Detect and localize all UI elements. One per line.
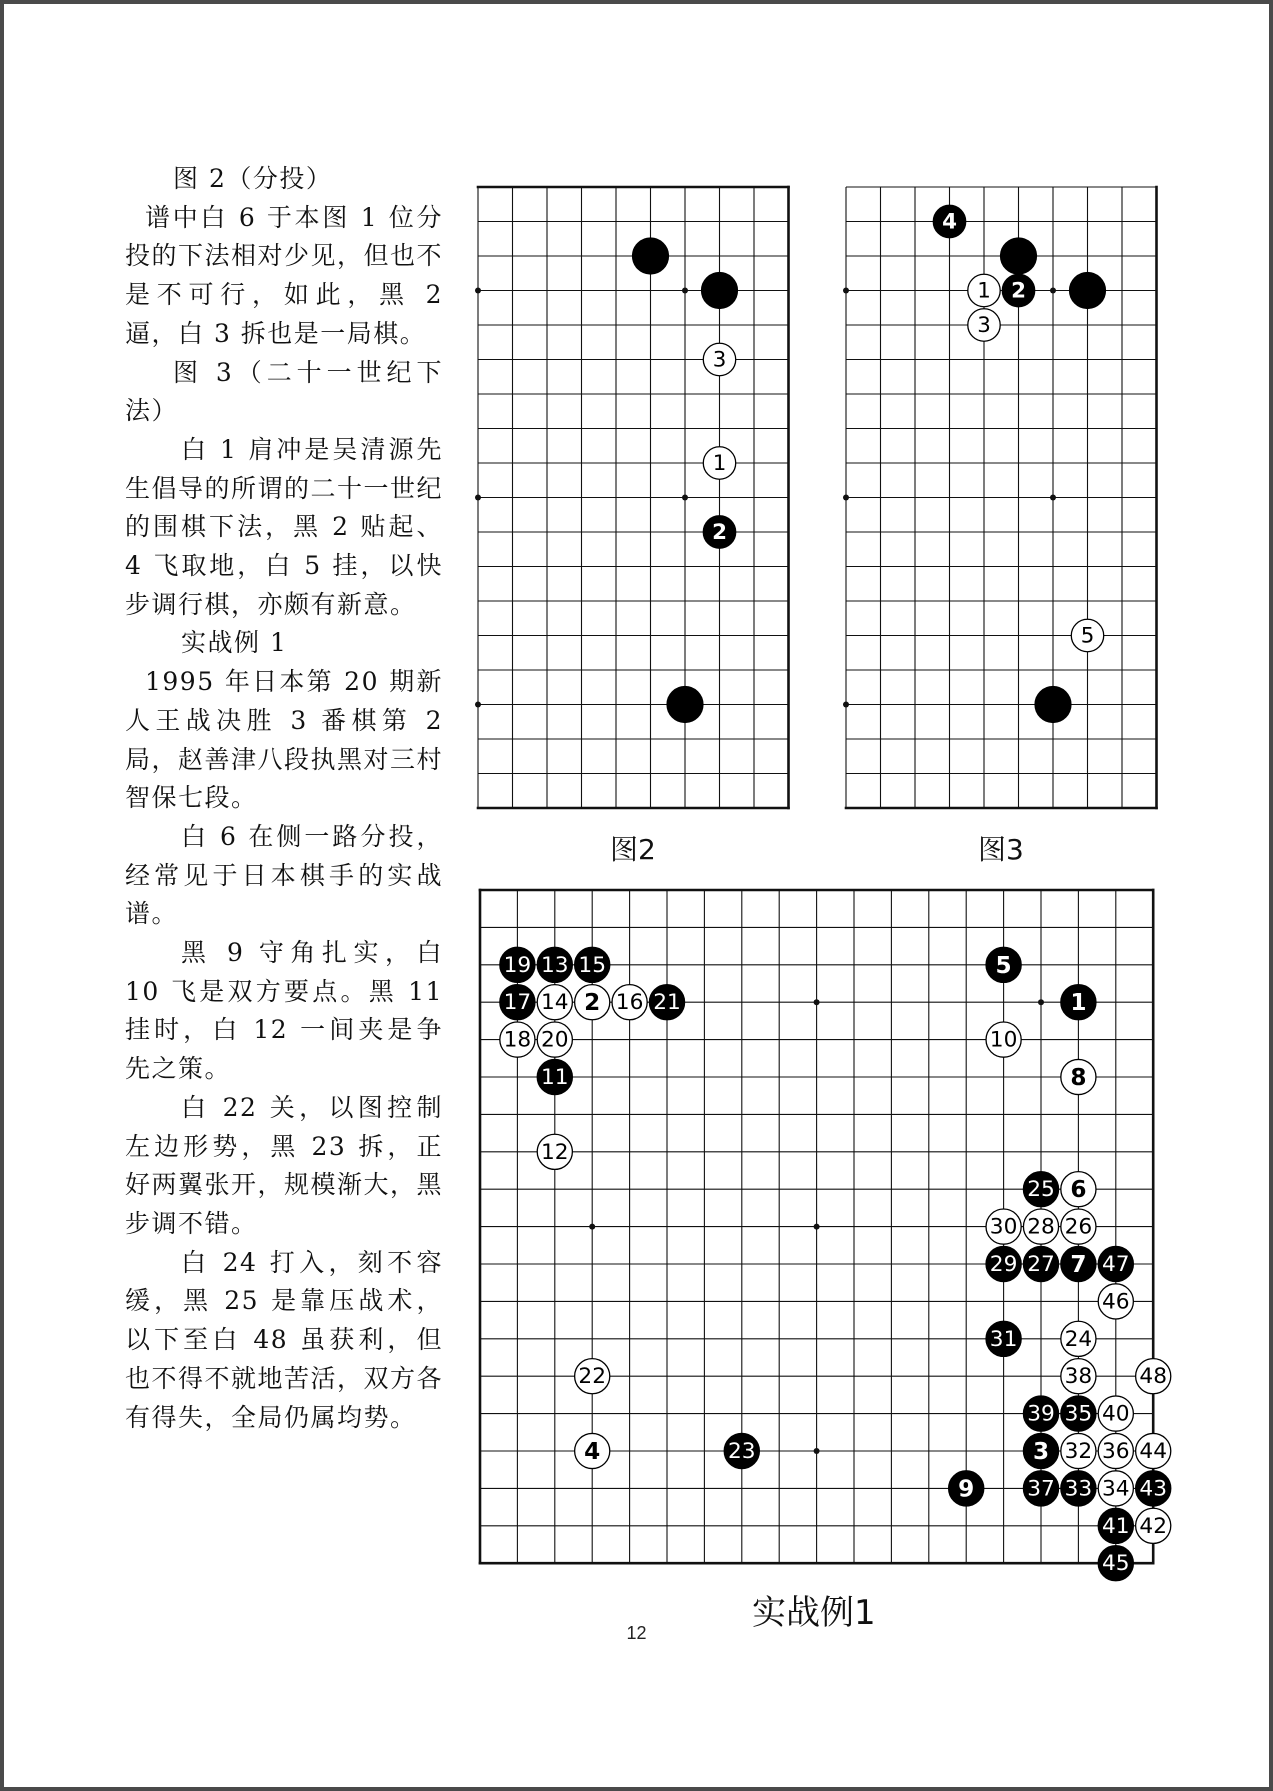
black-stone-19: [500, 947, 535, 982]
black-stone-33: [1061, 1471, 1096, 1506]
stone-label: 23: [727, 1439, 756, 1464]
white-stone-28: [1023, 1209, 1058, 1244]
heading-figure-3: 图 3（二十一世纪下法）: [125, 357, 443, 426]
white-stone-36: [1098, 1433, 1133, 1468]
black-stone-45: [1098, 1546, 1133, 1581]
black-stone: [1035, 687, 1071, 723]
stone-label: 18: [503, 1027, 532, 1053]
stone-label: 13: [540, 952, 569, 978]
white-stone-34: [1098, 1471, 1133, 1506]
stone-label: 8: [1070, 1064, 1087, 1091]
stone-label: 43: [1139, 1476, 1168, 1502]
paragraph-move-24: 白 24 打入，刻不容缓，黑 25 是靠压战术，以下至白 48 虽获利，但也不得不就地苦活，双方各有得失，全局仍属均势。: [125, 1247, 444, 1432]
stone-label: 3: [977, 313, 991, 338]
black-stone-9: [949, 1471, 984, 1506]
stone-disc: [633, 238, 669, 274]
white-stone-2: [575, 985, 610, 1020]
stone-disc: [1035, 687, 1071, 723]
white-stone-46: [1098, 1284, 1133, 1319]
paragraph-move-9: 黑 9 守角扎实，白 10 飞是双方要点。黑 11 挂时，白 12 一间夹是争先之策。: [125, 938, 443, 1084]
black-stone-25: [1023, 1172, 1058, 1207]
black-stone: [1070, 273, 1106, 309]
black-stone-43: [1136, 1471, 1171, 1506]
stone-label: 28: [1027, 1214, 1055, 1240]
white-stone-3: [703, 343, 735, 375]
black-stone-15: [575, 947, 610, 982]
star-point: [475, 288, 481, 294]
stone-label: 24: [1064, 1326, 1093, 1352]
white-stone-14: [537, 985, 572, 1020]
black-stone: [702, 273, 738, 309]
black-stone-37: [1023, 1471, 1058, 1506]
black-stone: [667, 687, 703, 723]
figure-2-caption: 图2: [610, 833, 656, 866]
figure-2-board: [462, 185, 792, 810]
stone-label: 15: [578, 952, 607, 978]
figure-3-board: [830, 185, 1160, 810]
white-stone-12: [537, 1134, 572, 1169]
stone-label: 32: [1064, 1439, 1093, 1464]
stone-disc: [702, 273, 738, 309]
black-stone-7: [1061, 1246, 1096, 1281]
white-stone-30: [986, 1209, 1021, 1244]
heading-figure-2: 图 2（分投）: [173, 164, 333, 193]
paragraph-move-22: 白 22 关，以图控制左边形势，黑 23 拆，正好两翼张开，规模渐大，黑步调不错。: [125, 1092, 444, 1238]
star-point: [814, 999, 820, 1005]
stone-label: 46: [1101, 1289, 1130, 1315]
stone-label: 29: [989, 1252, 1018, 1277]
page-number: 12: [626, 1623, 647, 1643]
stone-label: 34: [1101, 1476, 1130, 1502]
white-stone-8: [1061, 1059, 1096, 1094]
stone-label: 11: [540, 1065, 569, 1090]
stone-label: 48: [1139, 1364, 1168, 1390]
stone-label: 35: [1064, 1401, 1093, 1427]
board-grid: [475, 187, 789, 808]
white-stone-22: [575, 1359, 610, 1394]
stone-label: 2: [1011, 278, 1026, 304]
white-stone-1: [968, 274, 1000, 306]
stone-label: 20: [540, 1027, 569, 1053]
white-stone-48: [1136, 1359, 1171, 1394]
stone-label: 1: [1070, 989, 1087, 1017]
stone-label: 27: [1027, 1252, 1055, 1277]
star-point: [814, 1224, 820, 1230]
stone-label: 36: [1101, 1439, 1130, 1464]
white-stone-42: [1136, 1508, 1171, 1543]
white-stone-24: [1061, 1321, 1096, 1356]
star-point: [589, 1224, 595, 1230]
white-stone-38: [1061, 1359, 1096, 1394]
stone-label: 10: [989, 1027, 1018, 1053]
black-stone-13: [537, 947, 572, 982]
black-stone-17: [500, 985, 535, 1020]
black-stone-3: [1023, 1433, 1058, 1468]
stone-label: 44: [1139, 1439, 1168, 1464]
paragraph-figure-3: 白 1 肩冲是吴清源先生倡导的所谓的二十一世纪的围棋下法，黑 2 贴起、4 飞取地，白 5 挂，以快步调行棋，亦颇有新意。: [125, 434, 444, 619]
black-stone-41: [1098, 1508, 1133, 1543]
commentary-text: [125, 160, 443, 1437]
stone-label: 3: [712, 347, 727, 373]
white-stone-26: [1061, 1209, 1096, 1244]
stone-label: 42: [1139, 1513, 1168, 1539]
stone-disc: [667, 687, 703, 723]
stone-label: 41: [1101, 1513, 1130, 1539]
star-point: [475, 495, 481, 501]
stone-label: 4: [942, 209, 957, 235]
white-stone-1: [703, 447, 735, 479]
stone-label: 31: [989, 1326, 1018, 1352]
stone-label: 37: [1027, 1476, 1055, 1502]
black-stone-2: [703, 516, 735, 548]
white-stone-16: [612, 985, 647, 1020]
white-stone-6: [1061, 1172, 1096, 1207]
black-stone: [1001, 238, 1037, 274]
star-point: [682, 288, 688, 294]
black-stone-35: [1061, 1396, 1096, 1431]
black-stone-1: [1061, 985, 1096, 1020]
stone-label: 7: [1070, 1251, 1087, 1278]
figure-3-caption: 图3: [978, 833, 1024, 866]
stone-label: 2: [712, 520, 727, 545]
star-point: [843, 702, 849, 708]
white-stone-3: [968, 309, 1000, 341]
stone-label: 5: [995, 951, 1012, 979]
paragraph-game-info: 1995 年日本第 20 期新人王战决胜 3 番棋第 2 局，赵善津八段执黑对三村智保七段。: [125, 667, 444, 813]
stone-label: 26: [1064, 1214, 1093, 1240]
white-stone-40: [1098, 1396, 1133, 1431]
star-point: [814, 1448, 820, 1454]
white-stone-5: [1071, 619, 1103, 651]
stone-label: 25: [1027, 1177, 1055, 1203]
stone-label: 40: [1101, 1401, 1130, 1427]
black-stone-27: [1023, 1246, 1058, 1281]
star-point: [475, 702, 481, 708]
game-example-caption: 实战例1: [752, 1593, 876, 1633]
game-example-board: [478, 888, 1188, 1588]
stone-label: 45: [1101, 1551, 1130, 1577]
board-grid: [843, 187, 1157, 808]
black-stone-23: [724, 1433, 759, 1468]
stone-label: 6: [1070, 1176, 1087, 1204]
paragraph-figure-2: 谱中白 6 于本图 1 位分投的下法相对少见，但也不是不可行，如此，黑 2 逼，白 3 拆也是一局棋。: [125, 202, 444, 348]
black-stone-39: [1023, 1396, 1058, 1431]
white-stone-18: [500, 1022, 535, 1057]
stone-label: 21: [653, 990, 681, 1016]
stone-label: 30: [989, 1214, 1018, 1240]
stone-label: 5: [1080, 623, 1095, 649]
white-stone-10: [986, 1022, 1021, 1057]
stone-label: 17: [503, 990, 532, 1016]
paragraph-move-6: 白 6 在侧一路分投，经常见于日本棋手的实战谱。: [125, 821, 443, 929]
stone-disc: [1070, 273, 1106, 309]
white-stone-4: [575, 1433, 610, 1468]
star-point: [682, 495, 688, 501]
black-stone-5: [986, 947, 1021, 982]
black-stone-2: [1002, 274, 1034, 306]
stone-label: 39: [1027, 1401, 1055, 1427]
black-stone-47: [1098, 1246, 1133, 1281]
stone-label: 47: [1101, 1252, 1130, 1277]
white-stone-44: [1136, 1433, 1171, 1468]
stone-label: 12: [540, 1139, 569, 1165]
stone-label: 19: [503, 952, 532, 978]
white-stone-20: [537, 1022, 572, 1057]
stone-label: 1: [977, 278, 991, 304]
stone-label: 4: [584, 1438, 601, 1465]
black-stone: [633, 238, 669, 274]
black-stone-11: [537, 1059, 572, 1094]
stone-label: 38: [1064, 1364, 1093, 1390]
stone-label: 2: [584, 989, 601, 1017]
star-point: [1038, 999, 1044, 1005]
black-stone-29: [986, 1246, 1021, 1281]
stone-label: 16: [615, 990, 644, 1016]
star-point: [843, 288, 849, 294]
star-point: [843, 495, 849, 501]
stone-label: 1: [712, 451, 727, 476]
black-stone-4: [933, 205, 965, 237]
stone-label: 14: [540, 990, 569, 1016]
stone-label: 3: [1032, 1438, 1050, 1465]
black-stone-21: [649, 985, 684, 1020]
black-stone-31: [986, 1321, 1021, 1356]
star-point: [1050, 495, 1056, 501]
stone-disc: [1001, 238, 1037, 274]
stone-label: 22: [578, 1364, 607, 1390]
stone-label: 9: [958, 1475, 975, 1503]
white-stone-32: [1061, 1433, 1096, 1468]
heading-game-example: 实战例 1: [181, 628, 288, 658]
stone-label: 33: [1064, 1476, 1093, 1502]
star-point: [1050, 288, 1056, 294]
